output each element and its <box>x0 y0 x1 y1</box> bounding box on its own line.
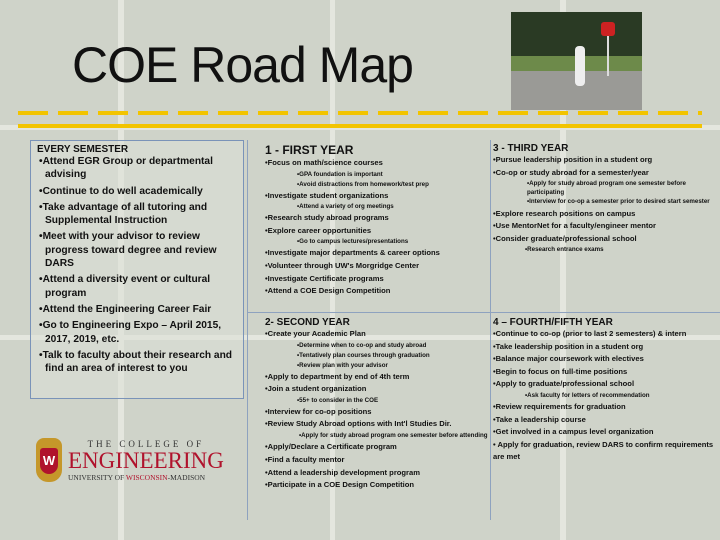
list-item: •Review Study Abroad options with Int'l Studies Dir. <box>265 419 452 429</box>
list-item: •Attend a leadership development program <box>265 467 420 477</box>
list-item: •Consider graduate/professional school <box>493 233 637 243</box>
list-item: •Co-op or study abroad for a semester/year <box>493 167 649 177</box>
cyclist-photo <box>511 12 642 110</box>
list-item: •Join a student organization <box>265 384 367 394</box>
list-item: •55+ to consider in the COE <box>297 396 379 404</box>
third-year-section <box>493 143 718 255</box>
list-item: •Apply to department by end of 4th term <box>265 371 410 381</box>
every-semester-box <box>30 140 244 399</box>
list-item: •Interview for co-op positions <box>265 406 372 416</box>
slide-title: COE Road Map <box>72 37 413 93</box>
list-item: •Explore career opportunities <box>265 225 372 235</box>
list-item: •Talk to faculty about their research and find an area of interest to you <box>39 349 233 375</box>
first-year-list <box>265 157 489 298</box>
list-item: •Take advantage of all tutoring and Supplemental Instruction <box>39 201 208 227</box>
stop-sign-icon <box>601 22 615 36</box>
list-item: •Investigate major departments & career options <box>265 248 440 258</box>
list-item: •Attend a COE Design Competition <box>265 286 391 296</box>
list-item: •Go to Engineering Expo – April 2015, 2017, 2019, etc. <box>39 320 222 345</box>
logo-text: -MADISON <box>167 472 206 482</box>
list-item: •Explore research positions on campus <box>493 208 636 218</box>
logo-line2: ENGINEERING <box>68 447 224 473</box>
list-item: •Go to campus lectures/presentations <box>297 238 409 246</box>
third-year-list <box>493 154 718 255</box>
list-item: •Apply for study abroad program one semester before attending <box>299 431 488 439</box>
list-item: •Continue to do well academically <box>39 185 203 197</box>
list-item: •Investigate student organizations <box>265 190 389 200</box>
list-item: •Tentatively plan courses through graduation <box>297 351 430 359</box>
list-item: •Find a faculty mentor <box>265 455 345 465</box>
fourth-year-heading: 4 – FOURTH/FIFTH YEAR <box>493 317 613 328</box>
list-item: •Review requirements for graduation <box>493 401 626 411</box>
list-item: •Begin to focus on full-time positions <box>493 366 628 376</box>
list-item: •Ask faculty for letters of recommendation <box>525 391 650 399</box>
list-item: •GPA foundation is important <box>297 170 383 178</box>
list-item: •Continue to co-op (prior to last 2 semesters) & intern <box>493 329 687 338</box>
list-item: • Apply for graduation, review DARS to confirm requirements are met <box>493 439 714 462</box>
list-item: •Balance major coursework with electives <box>493 354 644 364</box>
list-item: •Take a leadership course <box>493 414 586 424</box>
dashed-road-line <box>18 111 702 115</box>
list-item: •Avoid distractions from homework/test prep <box>297 180 429 188</box>
list-item: •Attend EGR Group or departmental advising <box>39 156 213 181</box>
logo-text: WISCONSIN <box>125 472 168 482</box>
logo-text: UNIVERSITY OF <box>68 472 126 482</box>
list-item: •Determine when to co-op and study abroad <box>297 341 427 349</box>
every-semester-list <box>37 155 237 375</box>
divider <box>490 140 491 520</box>
first-year-section <box>265 143 489 298</box>
list-item: •Review plan with your advisor <box>297 361 388 369</box>
list-item: •Apply/Declare a Certificate program <box>265 442 397 452</box>
list-item: •Attend the Engineering Career Fair <box>39 303 212 315</box>
third-year-heading: 3 - THIRD YEAR <box>493 143 569 154</box>
second-year-section <box>265 317 489 492</box>
list-item: •Volunteer through UW's Morgridge Center <box>265 260 420 270</box>
second-year-list <box>265 328 489 492</box>
uw-crest-icon <box>36 438 62 482</box>
fourth-year-list <box>493 328 718 464</box>
solid-road-line <box>18 124 702 128</box>
list-item: •Pursue leadership position in a student org <box>493 155 653 164</box>
second-year-heading: 2- SECOND YEAR <box>265 317 350 328</box>
coe-logo <box>36 438 224 482</box>
list-item: •Create your Academic Plan <box>265 329 366 338</box>
list-item: •Focus on math/science courses <box>265 158 383 167</box>
list-item: •Meet with your advisor to review progress toward degree and review DARS <box>39 231 217 270</box>
list-item: •Interview for co-op a semester prior to desired start semester <box>527 198 710 206</box>
sign-pole <box>607 36 609 76</box>
list-item: •Get involved in a campus level organization <box>493 427 654 437</box>
list-item: •Participate in a COE Design Competition <box>265 480 415 490</box>
cyclist <box>575 46 585 86</box>
crest-letter: W <box>40 448 58 474</box>
list-item: •Apply to graduate/professional school <box>493 379 635 389</box>
list-item: •Apply for study abroad program one semester before participating <box>527 180 686 196</box>
list-item: •Use MentorNet for a faculty/engineer mentor <box>493 221 657 231</box>
logo-line1: THE COLLEGE OF <box>87 438 205 449</box>
divider <box>247 312 720 313</box>
divider <box>247 140 248 520</box>
list-item: •Research study abroad programs <box>265 213 389 223</box>
list-item: •Attend a diversity event or cultural program <box>39 274 211 299</box>
list-item: •Attend a variety of org meetings <box>297 203 394 211</box>
logo-line3 <box>68 473 224 482</box>
first-year-heading: 1 - FIRST YEAR <box>265 143 354 157</box>
list-item: •Take leadership position in a student org <box>493 341 644 351</box>
list-item: •Investigate Certificate programs <box>265 273 384 283</box>
every-semester-heading: EVERY SEMESTER <box>37 144 129 155</box>
fourth-year-section <box>493 317 718 464</box>
list-item: •Research entrance exams <box>525 246 604 254</box>
